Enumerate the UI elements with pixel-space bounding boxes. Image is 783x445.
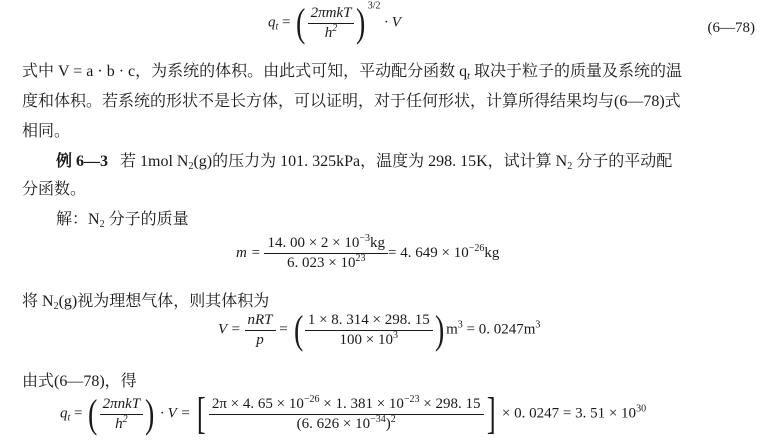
- eq4-fraction: $\frac{\text{2πnkT}}{h^2}$: [100, 395, 144, 434]
- eq2-numerator: 14. $00 \times 2 \times 10^{-3}kg$: [264, 234, 388, 254]
- volume-equation: V = $\frac{\text{nRT}}{p}$ = ( $\frac{1 \times 8. 314 \times 298. 15}{100 \times 10^3}$ ) $m^3 = 0$. $0247m^3$: [218, 307, 541, 352]
- eq4-right-bracket: ]: [486, 389, 496, 438]
- from-equation-line: 由式(6—78)，得: [22, 373, 137, 390]
- eq3-right-paren: ): [434, 307, 445, 352]
- eq3-fraction1: $\frac{\text{nRT}}{p}$: [245, 311, 276, 350]
- para1-line1: 式中 V = a · b · c，为系统的体积。由此式可知，平动配分函数 $q_t$ 取决于粒子的质量及系统的温: [22, 63, 682, 82]
- eq1-denominator: $h^2$: [324, 22, 338, 41]
- eq2-lhs: m =: [236, 244, 265, 261]
- eq1-fraction: [308, 4, 355, 43]
- solution-line: 解：$N_2$ 分子的质量: [56, 211, 189, 230]
- eq1-numerator: 2πmkT: [308, 4, 355, 24]
- example-label: 例 6—3: [56, 153, 109, 170]
- mass-equation: [236, 234, 499, 273]
- eq4-left-paren: (: [88, 391, 98, 436]
- para1-line2: 度和体积。若系统的形状不是长方体，可以证明，对于任何形状，计算所得结果均与(6—78)式: [22, 93, 681, 110]
- eq3-fraction2: $\frac{1 \times 8. 314 \times 298. 15}{100 \times 10^3}$: [305, 311, 433, 350]
- ideal-gas-line: 将 $N_2(g)$视为理想气体，则其体积为: [22, 293, 270, 312]
- example-line1: 例 6—3 若 1mol $N_2(g)$的压力为 101. 325kPa，温度为 298. 15K，试计算 $N_2$ 分子的平动配: [56, 153, 673, 172]
- eq1-lhs-sub: t: [275, 21, 279, 33]
- eq3-left-paren: (: [293, 307, 303, 352]
- eq4-big-fraction: $\frac{2\pi \times 4. 65 \times 10^{-26} \times 1. 381 \times 10^{-23} \times 298. 15}{(6. 626 \times 10^{-34})^2}$: [209, 395, 484, 434]
- para1-line3: 相同。: [22, 123, 71, 140]
- final-equation: $q_t$ = ( $\frac{\text{2πnkT}}{h^2}$ ) · V = [ $\frac{2\pi \times 4. 65 \times 10^{-26} \times 1. 381 \times 10^{-23} \times 298. 15}{(6. 626 \times 10^{-34})^2}$ ] × 0. 0247 = 3. $51 \times 10^{30}$: [60, 389, 647, 438]
- eq4-left-bracket: [: [197, 389, 206, 438]
- eq4-right-paren: ): [145, 391, 155, 436]
- eq1-lhs: q: [268, 14, 276, 31]
- eq1-exponent: 3/2: [367, 0, 381, 12]
- right-paren: ): [356, 0, 366, 45]
- eq2-fraction: [264, 234, 388, 273]
- equation-number: (6—78): [707, 20, 755, 36]
- eq2-denominator: 6. $023 \times 10^{23}$: [287, 253, 366, 271]
- eq1-equals: =: [278, 14, 295, 31]
- eq2-result: = 4. $649 \times 10^{-26}kg$: [388, 242, 500, 261]
- eq1-tail: · V: [380, 14, 401, 31]
- left-paren: (: [296, 0, 306, 45]
- eq3-lhs: V =: [218, 321, 245, 338]
- example-line2: 分函数。: [22, 181, 87, 198]
- equation-6-78: [268, 0, 401, 45]
